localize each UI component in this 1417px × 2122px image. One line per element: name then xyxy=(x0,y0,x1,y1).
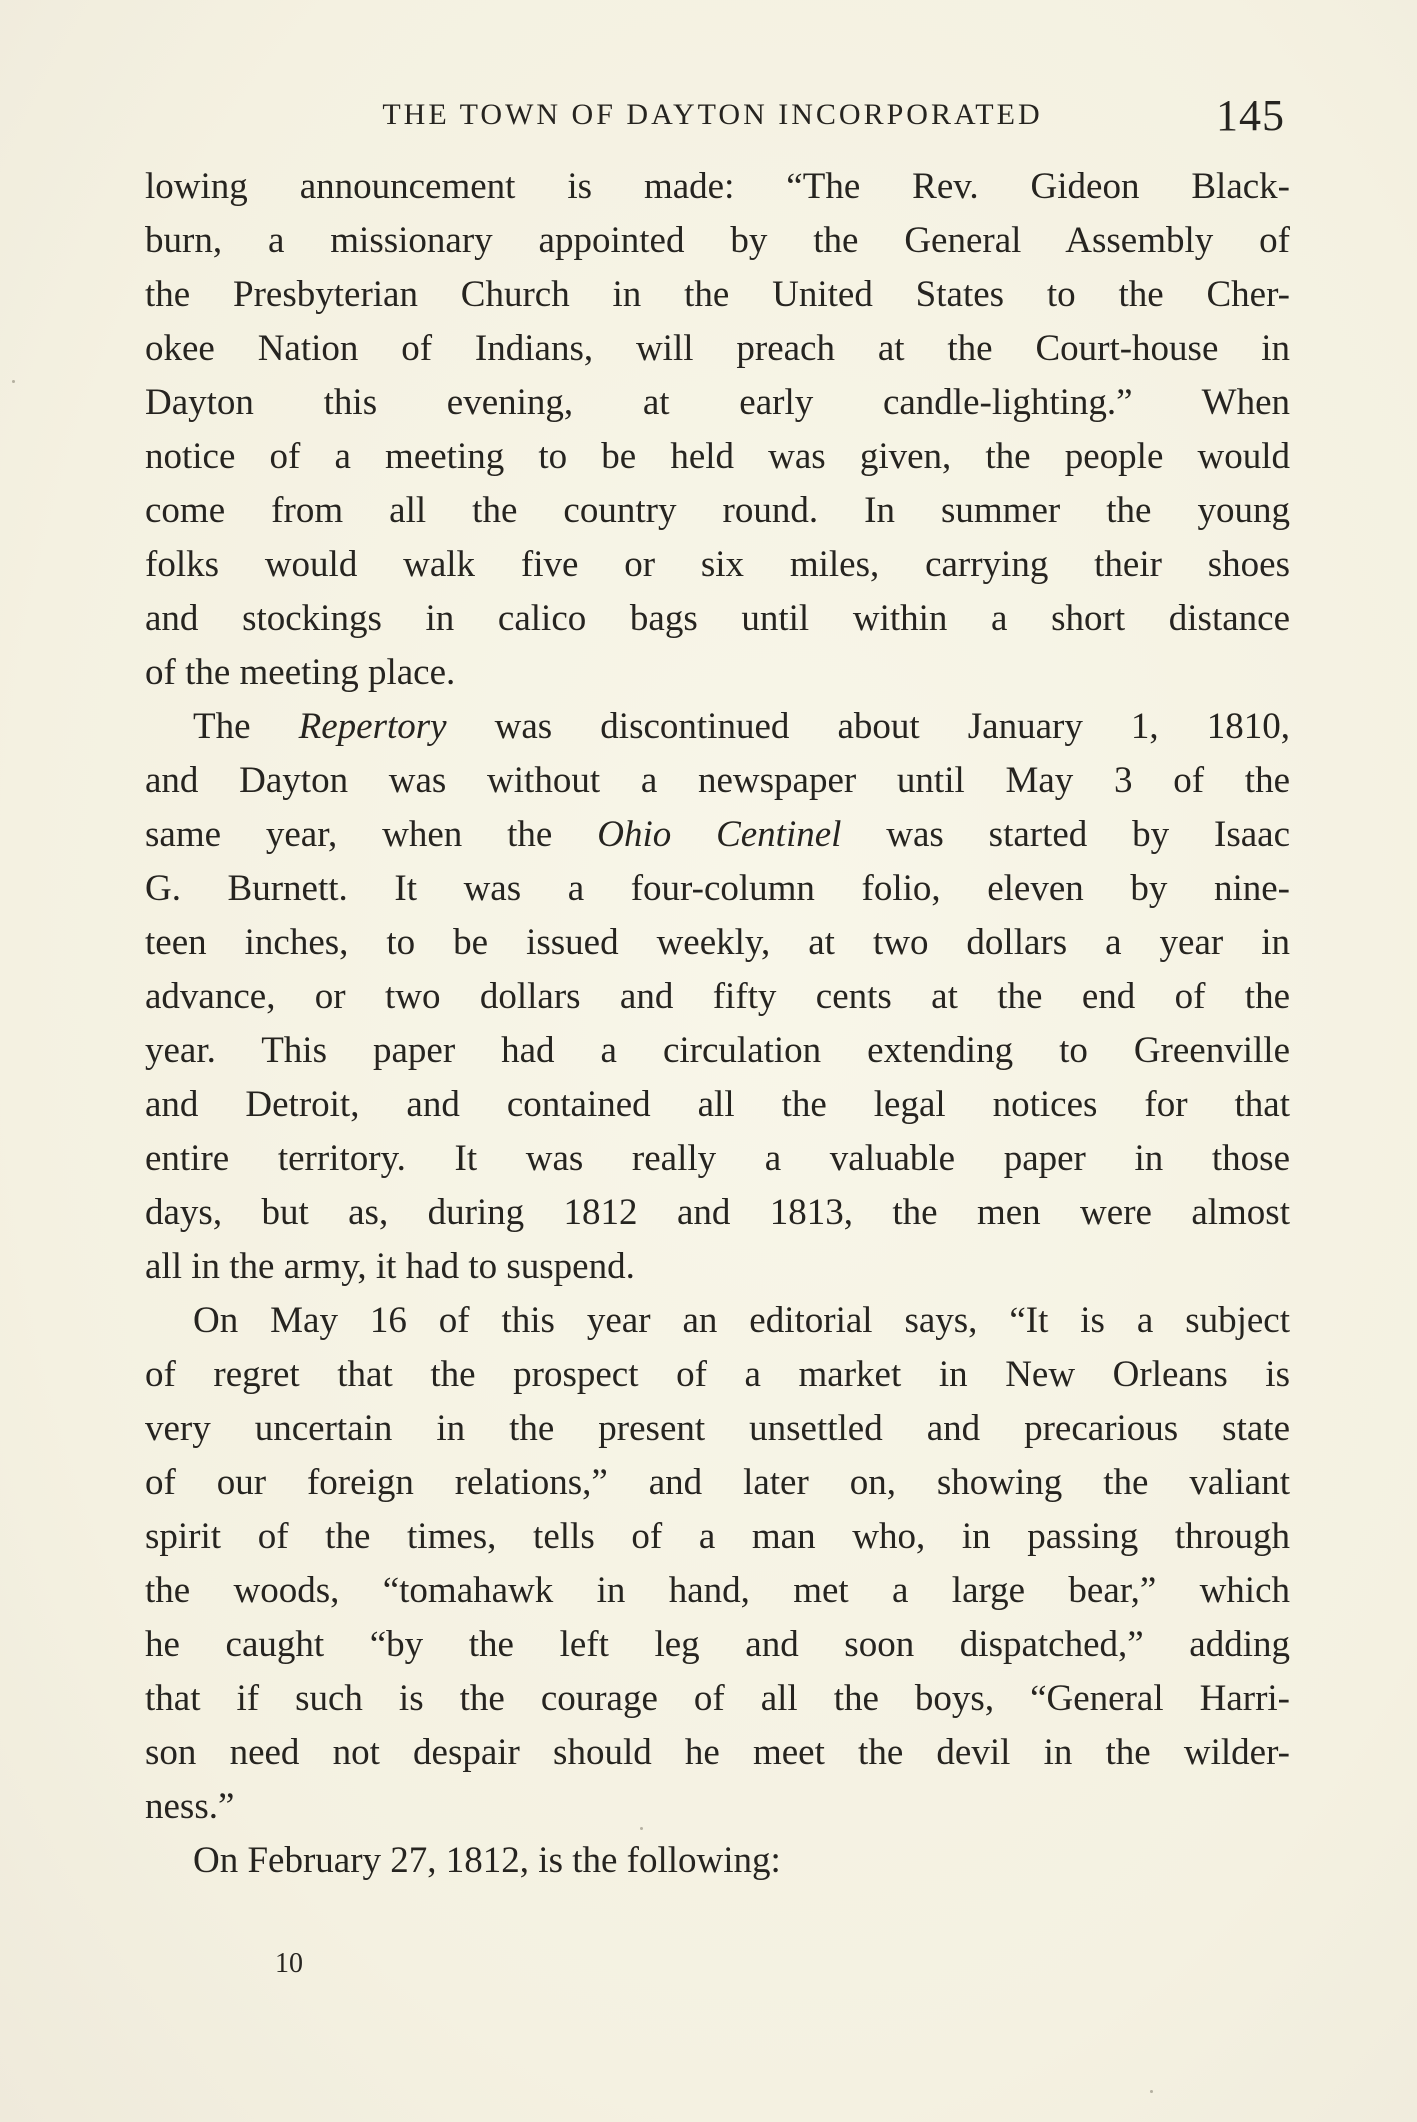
text-segment: come from all the country round. In summer the young xyxy=(145,490,1290,531)
text-segment: lowing announcement is made: “The Rev. Gideon Black- xyxy=(145,166,1290,207)
text-segment: okee Nation of Indians, will preach at the Court-house in xyxy=(145,328,1290,369)
text-segment: of regret that the prospect of a market in New Orleans is xyxy=(145,1354,1290,1395)
text-segment: the woods, “tomahawk in hand, met a large bear,” which xyxy=(145,1570,1290,1611)
paper-speck xyxy=(1150,2090,1153,2093)
text-line xyxy=(145,268,1290,322)
text-segment: was discontinued about January 1, 1810, xyxy=(446,706,1290,747)
text-segment: that if such is the courage of all the boys, “General Harri- xyxy=(145,1678,1290,1719)
text-segment: he caught “by the left leg and soon dispatched,” adding xyxy=(145,1624,1290,1665)
paper-speck xyxy=(640,1827,643,1830)
text-line xyxy=(145,160,1290,214)
text-line xyxy=(145,1240,1290,1294)
text-line xyxy=(145,1834,1290,1888)
text-segment: On February 27, 1812, is the following: xyxy=(193,1840,781,1881)
text-segment: advance, or two dollars and fifty cents at the end of the xyxy=(145,976,1290,1017)
text-segment: year. This paper had a circulation extending to Greenville xyxy=(145,1030,1290,1071)
running-title: THE TOWN OF DAYTON INCORPORATED xyxy=(382,98,1043,131)
text-line xyxy=(145,1672,1290,1726)
italic-title: Repertory xyxy=(298,706,447,747)
text-line xyxy=(145,1456,1290,1510)
text-segment: and Detroit, and contained all the legal notices for that xyxy=(145,1084,1290,1125)
text-segment: teen inches, to be issued weekly, at two dollars a year in xyxy=(145,922,1290,963)
text-line xyxy=(145,1402,1290,1456)
text-segment: Dayton this evening, at early candle-lighting.” When xyxy=(145,382,1290,423)
text-line xyxy=(145,592,1290,646)
text-segment: folks would walk five or six miles, carrying their shoes xyxy=(145,544,1290,585)
italic-title: Ohio Centinel xyxy=(597,814,842,855)
text-line xyxy=(145,1186,1290,1240)
text-line xyxy=(145,754,1290,808)
text-line xyxy=(145,538,1290,592)
text-segment: entire territory. It was really a valuable paper in those xyxy=(145,1138,1290,1179)
text-line xyxy=(145,646,1290,700)
text-segment: burn, a missionary appointed by the General Assembly of xyxy=(145,220,1290,261)
text-segment: and Dayton was without a newspaper until May 3 of the xyxy=(145,760,1290,801)
running-head xyxy=(140,90,1285,140)
text-segment: same year, when the xyxy=(145,814,598,855)
text-line xyxy=(145,1024,1290,1078)
text-line xyxy=(145,1348,1290,1402)
paper-speck xyxy=(12,380,15,383)
text-line xyxy=(145,970,1290,1024)
page-number: 145 xyxy=(1216,91,1285,140)
text-line xyxy=(145,376,1290,430)
body-text xyxy=(145,160,1290,1888)
text-line xyxy=(145,1294,1290,1348)
text-line xyxy=(145,808,1290,862)
text-segment: On May 16 of this year an editorial says, “It is a subject xyxy=(193,1300,1290,1341)
text-line xyxy=(145,1618,1290,1672)
text-segment: of our foreign relations,” and later on, showing the valiant xyxy=(145,1462,1290,1503)
text-line xyxy=(145,322,1290,376)
text-line xyxy=(145,1510,1290,1564)
text-segment: of the meeting place. xyxy=(145,652,456,693)
text-line xyxy=(145,1780,1290,1834)
text-segment: The xyxy=(193,706,299,747)
text-line xyxy=(145,484,1290,538)
text-line xyxy=(145,214,1290,268)
text-segment: very uncertain in the present unsettled and precarious state xyxy=(145,1408,1290,1449)
text-segment: spirit of the times, tells of a man who, in passing through xyxy=(145,1516,1290,1557)
text-segment: the Presbyterian Church in the United States to the Cher- xyxy=(145,274,1290,315)
signature-mark: 10 xyxy=(275,1948,303,1979)
text-segment: G. Burnett. It was a four-column folio, eleven by nine- xyxy=(145,868,1290,909)
text-segment: ness.” xyxy=(145,1786,235,1827)
text-segment: days, but as, during 1812 and 1813, the men were almost xyxy=(145,1192,1290,1233)
text-segment: notice of a meeting to be held was given, the people would xyxy=(145,436,1290,477)
text-line xyxy=(145,916,1290,970)
text-line xyxy=(145,700,1290,754)
text-line xyxy=(145,430,1290,484)
text-line xyxy=(145,1726,1290,1780)
text-segment: son need not despair should he meet the devil in the wilder- xyxy=(145,1732,1290,1773)
text-line xyxy=(145,862,1290,916)
text-segment: was started by Isaac xyxy=(841,814,1290,855)
text-line xyxy=(145,1132,1290,1186)
text-segment: and stockings in calico bags until within a short distance xyxy=(145,598,1290,639)
text-line xyxy=(145,1078,1290,1132)
text-line xyxy=(145,1564,1290,1618)
text-segment: all in the army, it had to suspend. xyxy=(145,1246,635,1287)
